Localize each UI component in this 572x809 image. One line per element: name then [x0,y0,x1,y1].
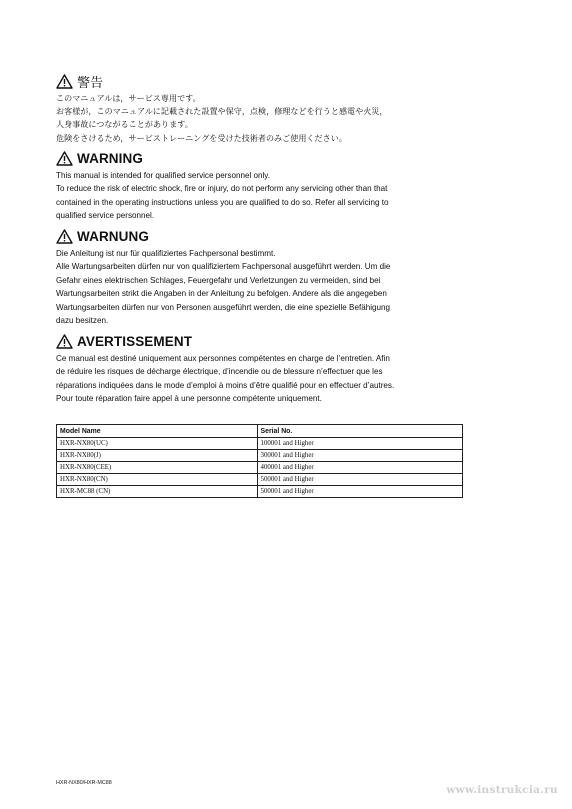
warning-section-german [56,228,526,327]
model-name-cell: HXR-MC88 (CN) [57,486,258,498]
warning-section-french [56,333,526,406]
warning-triangle-icon [56,334,73,349]
serial-no-cell: 500001 and Higher [257,474,462,486]
body-line: qualified service personnel. [56,211,155,221]
footer-model-label: HXR-NX80/HXR-MC88 [56,780,112,786]
table-row [57,438,463,450]
body-line: contained in the operating instructions unless you are qualified to do so. Refer all servicing to [56,197,389,207]
body-line: réparations indiquées dans le mode d’emploi à moins d’être qualifié pour en effectuer d’autres. [56,380,395,390]
section-heading [56,150,526,167]
body-line: To reduce the risk of electric shock, fire or injury, do not perform any servicing other than that [56,184,388,194]
body-line: Die Anleitung ist nur für qualifiziertes Fachpersonal bestimmt. [56,249,276,258]
table-row [57,462,463,474]
body-line: Wartungsarbeiten dürfen nur von Personen ausgeführt werden, die eine spezielle Befähigung [56,302,391,312]
model-name-cell: HXR-NX80(CN) [57,474,258,486]
model-name-cell: HXR-NX80(UC) [57,438,258,450]
column-header-model-name: Model Name [57,425,258,438]
model-name-cell: HXR-NX80(J) [57,450,258,462]
warning-triangle-icon [56,74,73,89]
column-header-serial-no: Serial No. [257,425,462,438]
body-line: Alle Wartungsarbeiten dürfen nur von qualifiziertem Fachpersonal ausgeführt werden. Um die [56,262,391,272]
serial-no-cell: 500001 and Higher [257,486,462,498]
table-header-row [57,425,463,438]
model-serial-table [56,424,463,498]
body-line: このマニュアルは，サービス専用です。 [56,93,201,103]
section-title: WARNING [77,151,143,166]
body-line: dazu besitzen. [56,316,109,326]
body-line: 人身事故につながることがあります。 [56,119,193,130]
body-line: Ce manual est destiné uniquement aux personnes compétentes en charge de l’entretien. Afin [56,354,390,363]
warning-triangle-icon [56,151,73,166]
section-heading [56,73,526,90]
serial-no-cell: 100001 and Higher [257,438,462,450]
serial-no-cell: 400001 and Higher [257,462,462,474]
body-line: Gefahr eines elektrischen Schlages, Feuergefahr und Verletzungen zu vermeiden, sind bei [56,275,381,285]
body-line: This manual is intended for qualified service personnel only. [56,171,271,180]
watermark: www.instrukcia.ru [446,784,558,796]
section-title: AVERTISSEMENT [77,334,193,349]
section-heading [56,333,526,350]
body-line: お客様が，このマニュアルに記載された設置や保守，点検，修理などを行うと感電や火災， [56,106,388,117]
body-line: Wartungsarbeiten strikt die Angaben in der Anleitung zu befolgen. Andere als die angegeben [56,289,387,299]
table-row [57,450,463,462]
warning-triangle-icon [56,229,73,244]
model-name-cell: HXR-NX80(CEE) [57,462,258,474]
body-line: de réduire les risques de décharge électrique, d’incendie ou de blessure n’effectuer que les [56,367,383,377]
section-heading [56,228,526,245]
warning-section-english [56,150,526,223]
section-title: WARNUNG [77,229,149,244]
body-line: 危険をさけるため，サービストレーニングを受けた技術者のみご使用ください。 [56,132,347,143]
serial-no-cell: 300001 and Higher [257,450,462,462]
table-row [57,486,463,498]
table-row [57,474,463,486]
warning-section-japanese [56,73,526,145]
section-title: 警告 [77,76,104,91]
body-line: Pour toute réparation faire appel à une personne compétente uniquement. [56,394,322,404]
